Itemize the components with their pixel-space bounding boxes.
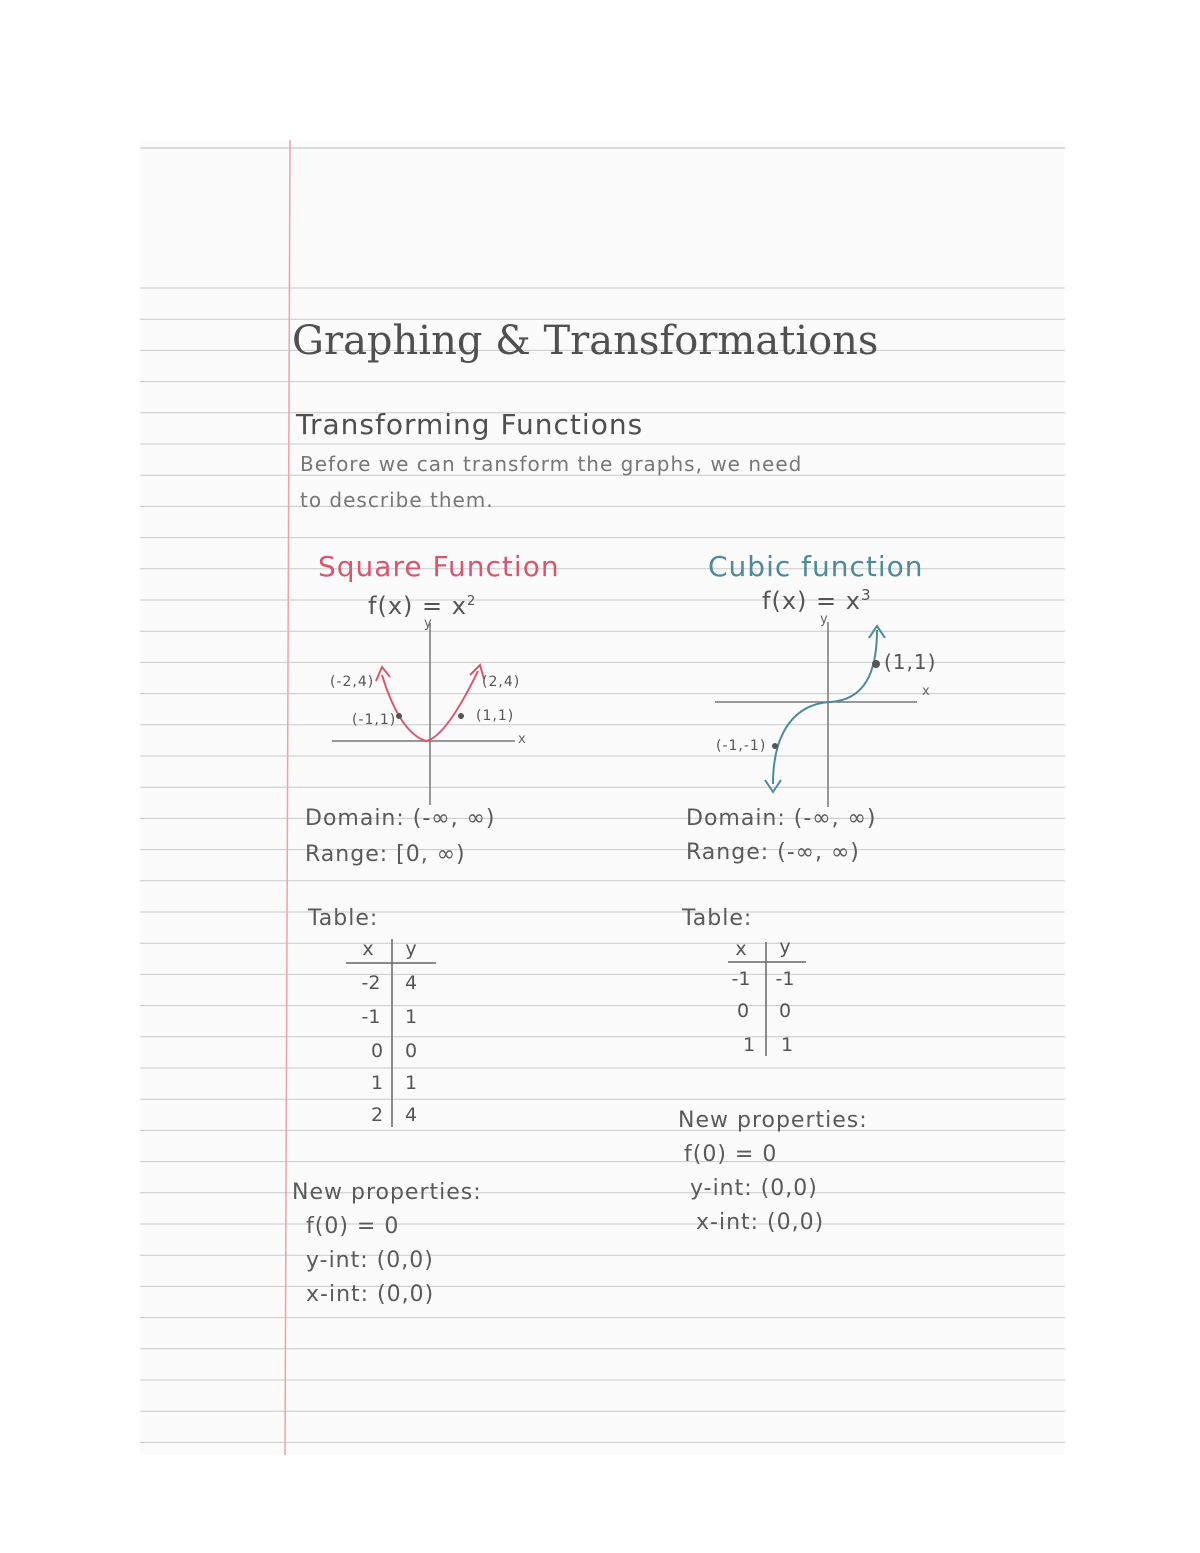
square-exponent: 2 bbox=[466, 594, 477, 609]
cubic-y-label: y bbox=[820, 612, 828, 627]
point-label: (2,4) bbox=[482, 674, 521, 690]
point-label: (-2,4) bbox=[330, 674, 375, 690]
table-cell: 1 bbox=[370, 1072, 384, 1094]
square-prop: f(0) = 0 bbox=[306, 1214, 400, 1239]
point-marker bbox=[458, 713, 464, 719]
square-props-label: New properties: bbox=[292, 1180, 482, 1205]
cubic-prop: y-int: (0,0) bbox=[690, 1176, 818, 1201]
table-header-y: y bbox=[779, 936, 791, 958]
table-header-x: x bbox=[362, 938, 374, 960]
table-cell: 0 bbox=[370, 1040, 384, 1062]
margin-line bbox=[285, 140, 290, 1455]
table-cell: 0 bbox=[736, 1000, 750, 1022]
cubic-x-label: x bbox=[922, 684, 930, 699]
cubic-exponent: 3 bbox=[860, 586, 872, 604]
cubic-table-label: Table: bbox=[682, 906, 753, 931]
table-cell: -2 bbox=[361, 972, 381, 994]
cubic-prop: f(0) = 0 bbox=[684, 1142, 778, 1167]
cubic-curve bbox=[773, 630, 877, 784]
cubic-prop: x-int: (0,0) bbox=[696, 1210, 825, 1235]
table-cell: -1 bbox=[731, 968, 751, 990]
section-title: Transforming Functions bbox=[296, 408, 644, 441]
square-heading: Square Function bbox=[318, 550, 560, 583]
square-y-label: y bbox=[424, 616, 432, 631]
square-prop: x-int: (0,0) bbox=[306, 1282, 435, 1307]
page-title: Graphing & Transformations bbox=[292, 318, 879, 364]
intro-line-1: Before we can transform the graphs, we need bbox=[300, 452, 803, 476]
table-cell: -1 bbox=[775, 968, 795, 990]
square-prop: y-int: (0,0) bbox=[306, 1248, 434, 1273]
point-label: (1,1) bbox=[884, 650, 937, 674]
cubic-domain: Domain: (-∞, ∞) bbox=[686, 806, 877, 831]
point-label: (1,1) bbox=[476, 708, 515, 724]
point-label: (-1,-1) bbox=[716, 738, 767, 754]
cubic-formula-text: f(x) = x bbox=[762, 587, 861, 615]
table-cell: 1 bbox=[780, 1034, 794, 1056]
table-header-y: y bbox=[405, 938, 417, 960]
table-cell: -1 bbox=[361, 1006, 381, 1028]
square-formula-text: f(x) = x bbox=[368, 592, 467, 620]
cubic-formula bbox=[762, 586, 872, 615]
cubic-range: Range: (-∞, ∞) bbox=[686, 840, 860, 865]
table-cell: 4 bbox=[404, 972, 418, 994]
square-x-label: x bbox=[518, 732, 526, 747]
table-cell: 1 bbox=[404, 1006, 418, 1028]
table-cell: 4 bbox=[404, 1104, 418, 1126]
intro-line-2: to describe them. bbox=[300, 488, 494, 512]
table-cell: 0 bbox=[404, 1040, 418, 1062]
cubic-props-label: New properties: bbox=[678, 1108, 868, 1133]
cubic-table-grid bbox=[720, 934, 820, 1064]
point-marker bbox=[772, 743, 778, 749]
table-header-x: x bbox=[735, 938, 747, 960]
point-marker bbox=[396, 713, 402, 719]
point-label: (-1,1) bbox=[352, 712, 397, 728]
cubic-graph bbox=[705, 612, 955, 812]
point-marker bbox=[872, 660, 880, 668]
table-cell: 1 bbox=[404, 1072, 418, 1094]
cubic-heading: Cubic function bbox=[708, 550, 924, 583]
table-cell: 1 bbox=[742, 1034, 756, 1056]
table-cell: 2 bbox=[370, 1104, 384, 1126]
square-range: Range: [0, ∞) bbox=[305, 842, 466, 867]
square-domain: Domain: (-∞, ∞) bbox=[305, 806, 496, 831]
table-cell: 0 bbox=[778, 1000, 792, 1022]
square-table-grid bbox=[340, 935, 440, 1135]
square-table-label: Table: bbox=[308, 906, 379, 931]
